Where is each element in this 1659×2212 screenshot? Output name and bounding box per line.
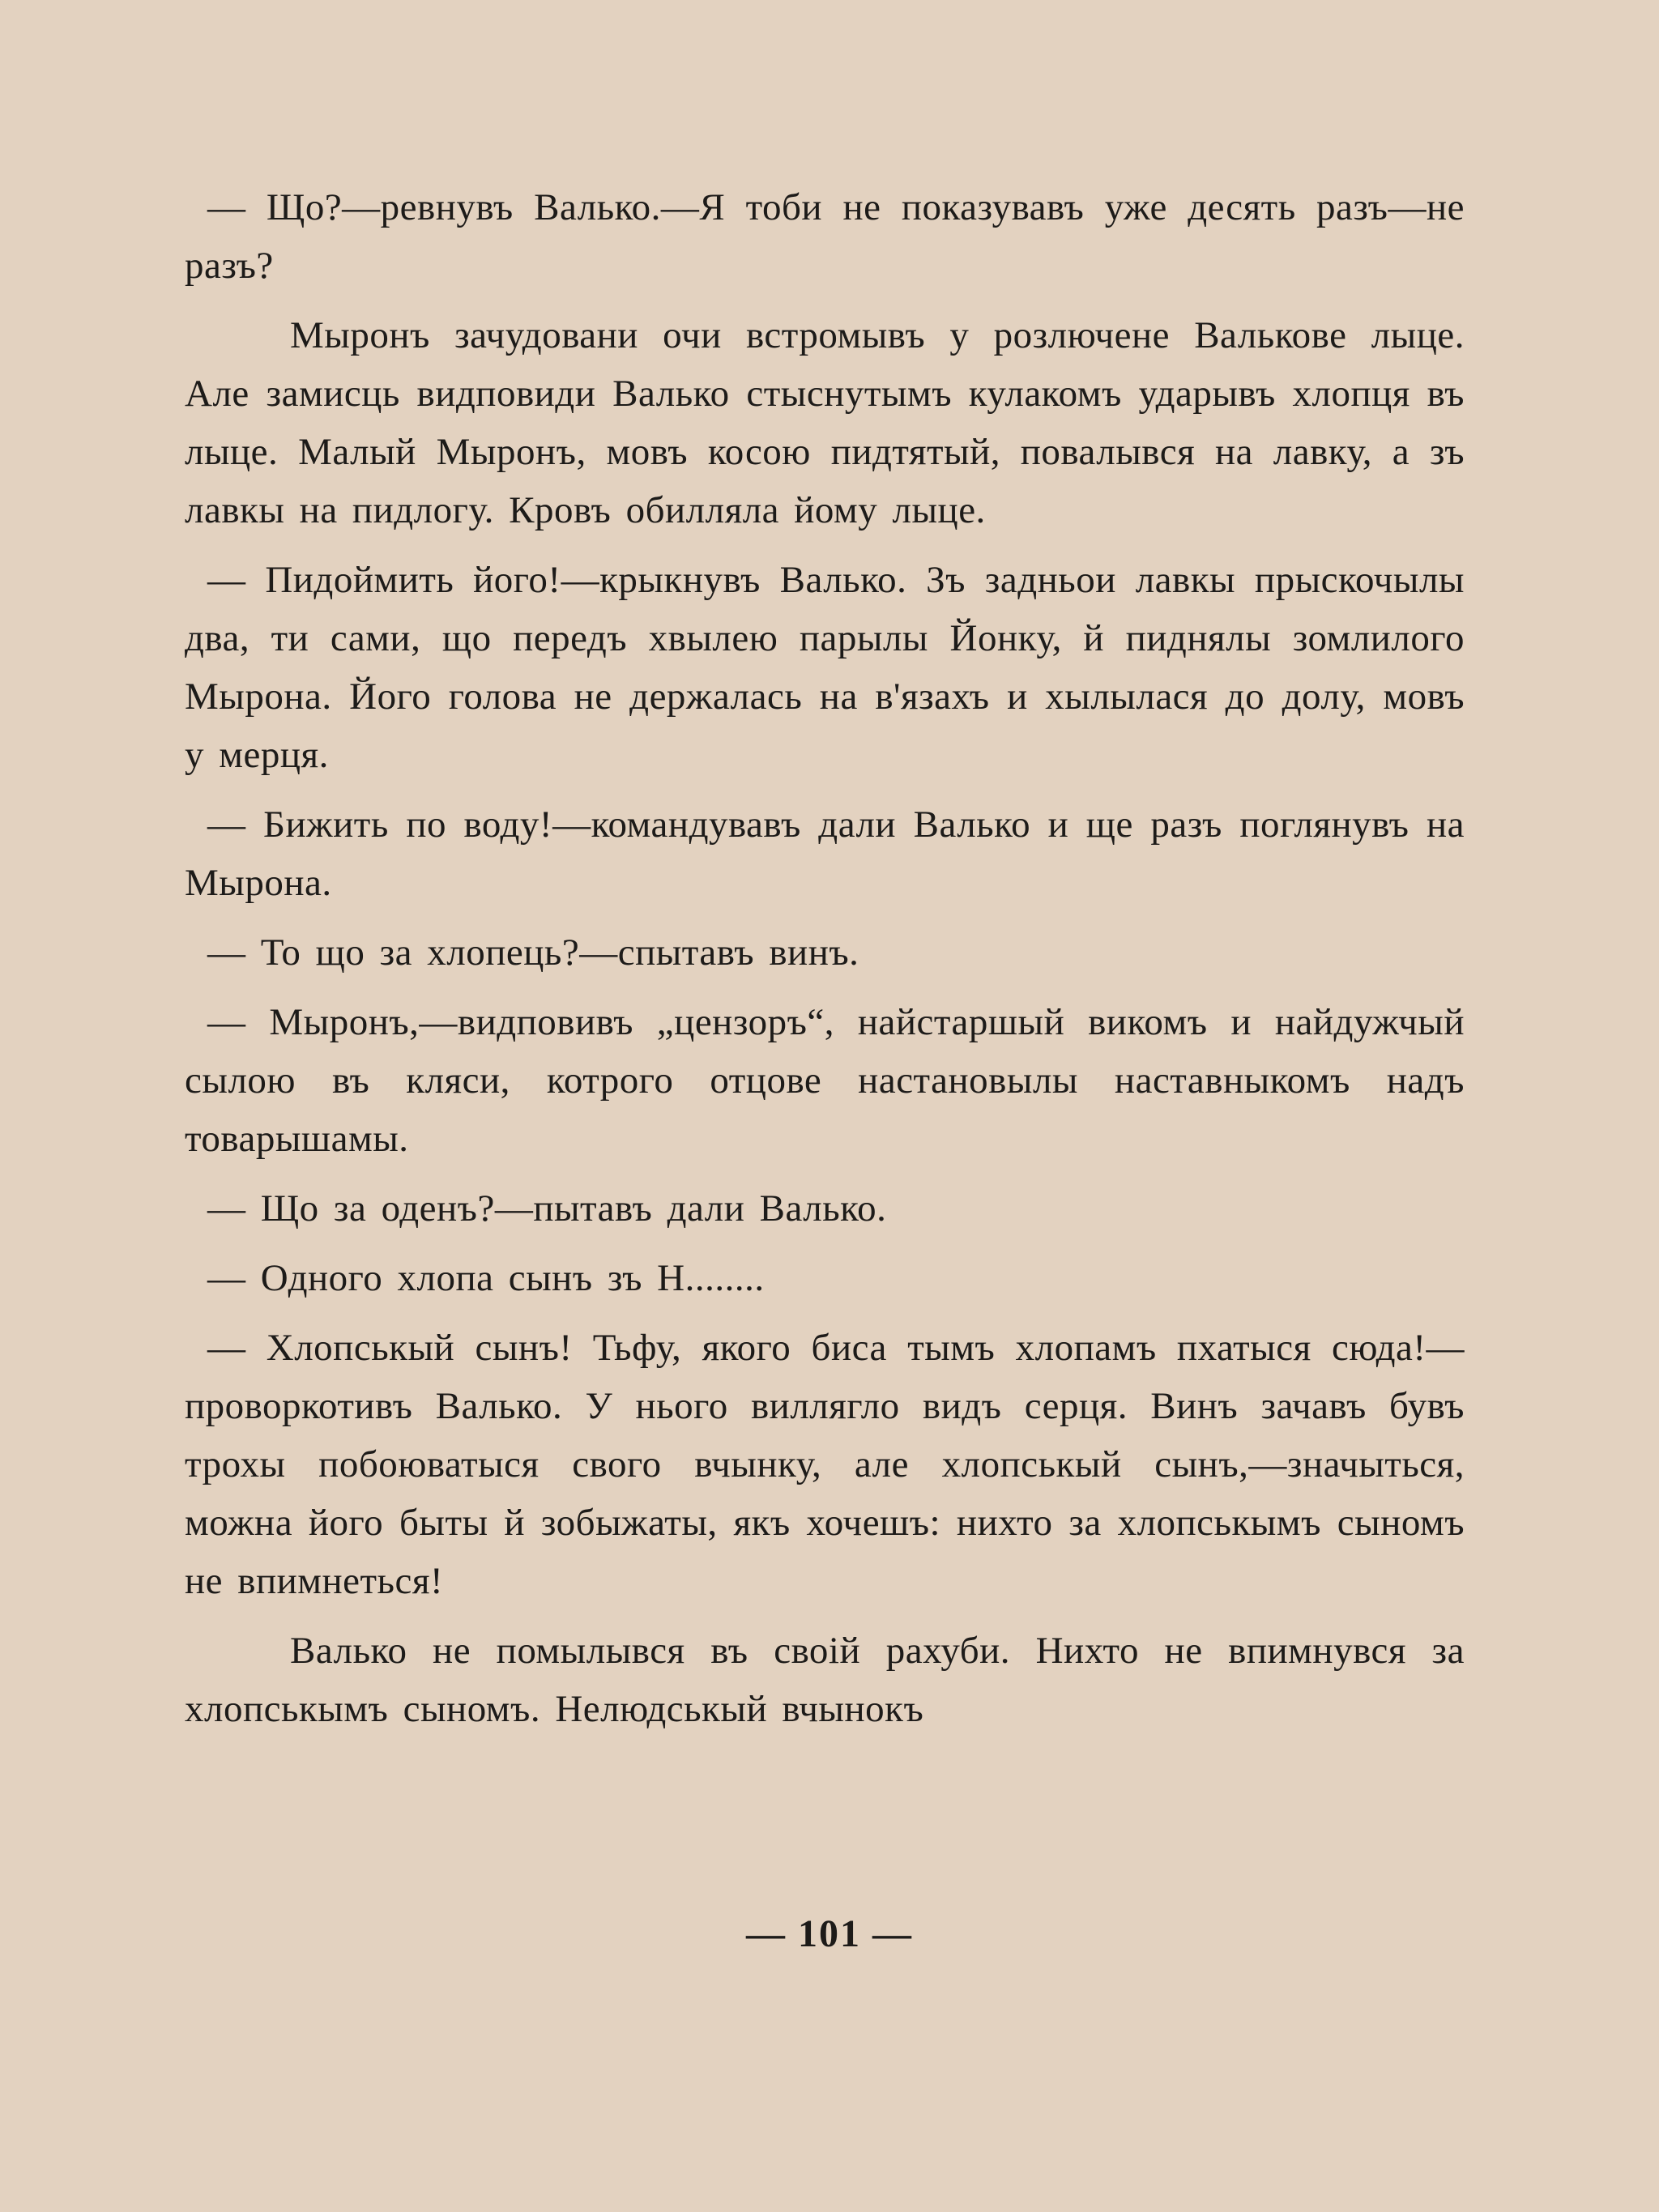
paragraph: — Пидоймить його!—крыкнувъ Валько. Зъ задньои лавкы прыскочылы два, ти сами, що передъ хвылею парылы Йонку, й пиднялы зомлилого Мырона. Його голова не держалась на в'язахъ и хылылася до долу, мовъ у мерця. [185, 559, 1465, 776]
body-text [185, 178, 1465, 1750]
paragraph: — Хлопськый сынъ! Тьфу, якого биса тымъ хлопамъ пхатыся сюда!—проворкотивъ Валько. У нього виллягло видъ серця. Винъ зачавъ бувъ трохы побоюватыся свого вчынку, але хлопськый сынъ,—значыться, можна його быты й зобыжаты, якъ хочешъ: нихто за хлопськымъ сыномъ не впимнеться! [185, 1327, 1465, 1602]
paragraph: — Що за оденъ?—пытавъ дали Валько. [207, 1187, 887, 1230]
paragraph: — Мыронъ,—видповивъ „цензоръ“, найстаршый викомъ и найдужчый сылою въ кляси, котрого отцове настановылы наставныкомъ надъ товарышамы. [185, 1001, 1465, 1160]
paragraph: — Одного хлопа сынъ зъ Н........ [207, 1257, 765, 1299]
paragraph: Валько не помылывся въ своій рахуби. Нихто не впимнувся за хлопськымъ сыномъ. Нелюдськый вчынокъ [185, 1630, 1465, 1730]
paragraph: — Бижить по воду!—командувавъ дали Валько и ще разъ поглянувъ на Мырона. [185, 803, 1465, 904]
paragraph: — То що за хлопець?—спытавъ винъ. [207, 931, 859, 974]
paragraph: — Що?—ревнувъ Валько.—Я тоби не показувавъ уже десять разъ—не разъ? [185, 186, 1465, 287]
paragraph: Мыронъ зачудовани очи встромывъ у розлючене Валькове лыце. Але замисць видповиди Валько стыснутымъ кулакомъ ударывъ хлопця въ лыце. Малый Мыронъ, мовъ косою пидтятый, повалывся на лавку, а зъ лавкы на пидлогу. Кровъ обилляла йому лыце. [185, 314, 1465, 531]
page-number: — 101 — [746, 1912, 913, 1955]
